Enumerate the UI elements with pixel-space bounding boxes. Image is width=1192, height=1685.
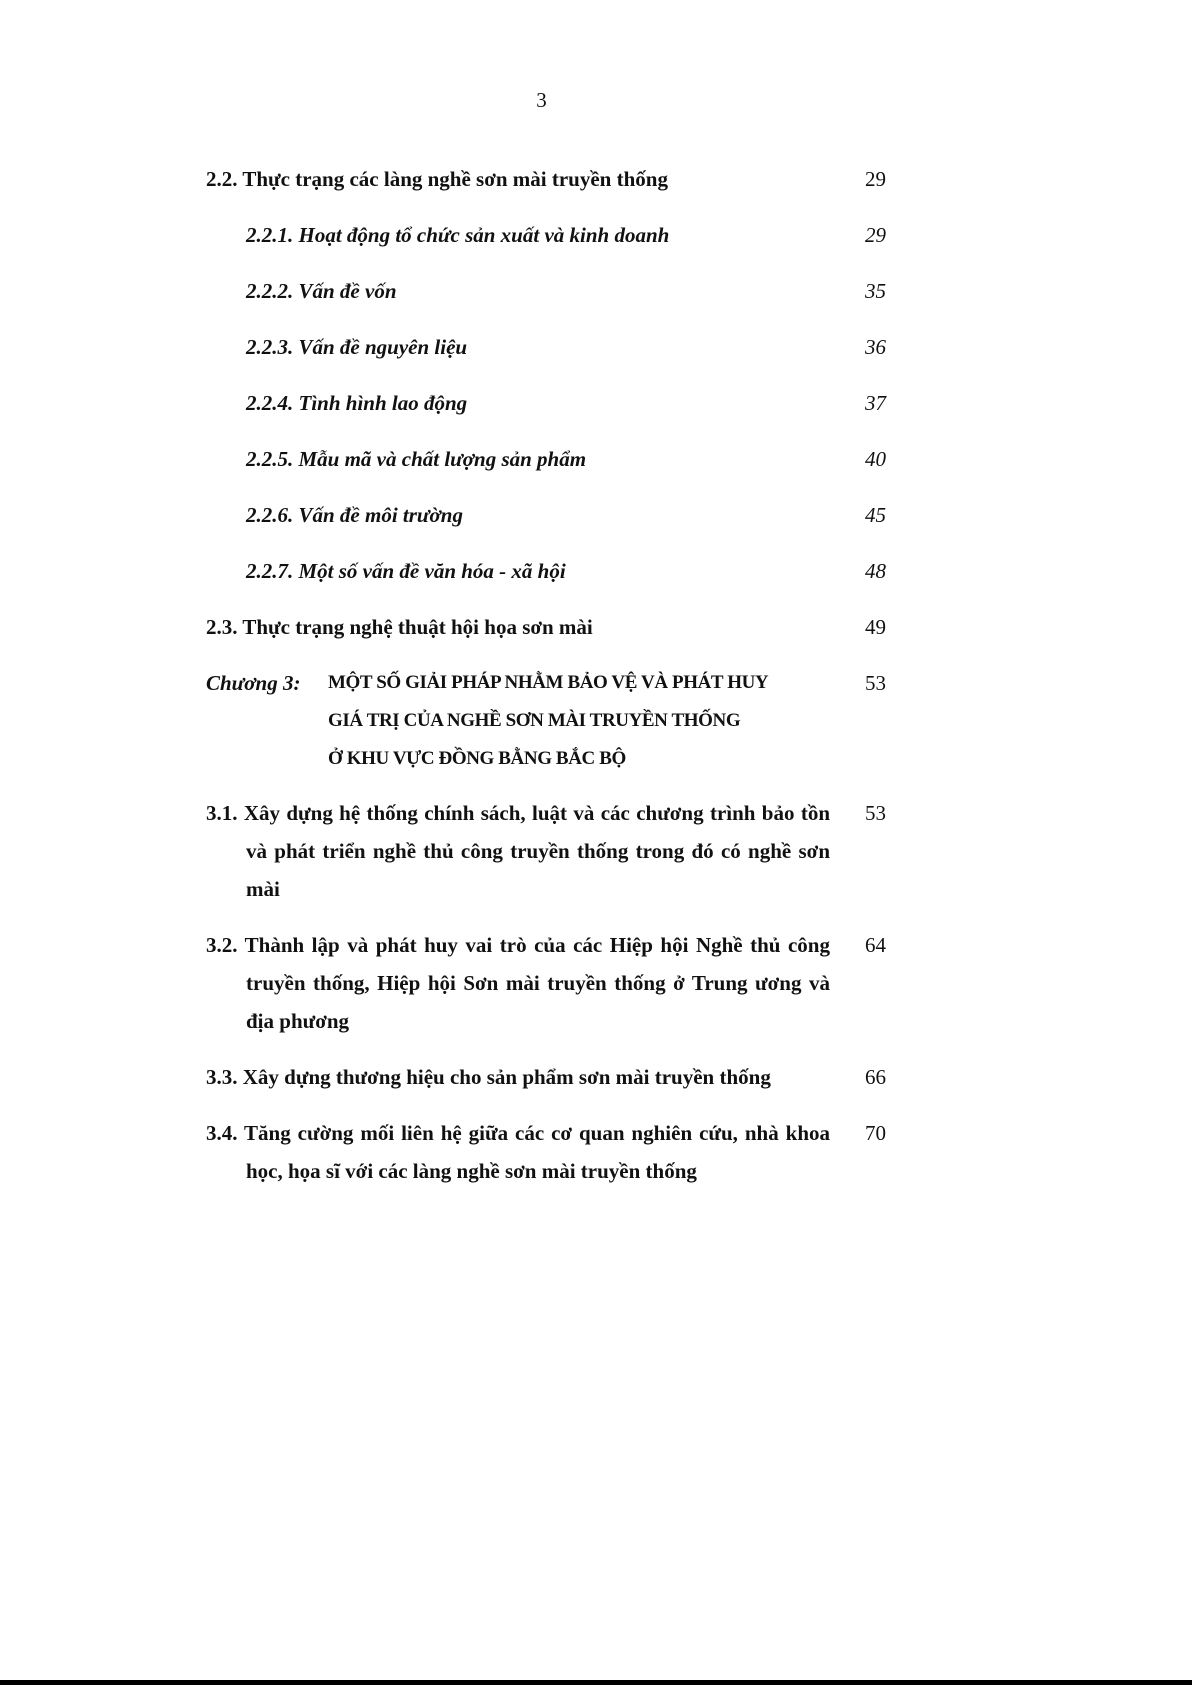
toc-entry-title: 2.2.4. Tình hình lao động <box>246 391 468 415</box>
toc-entry-2-2[interactable] <box>206 160 886 198</box>
toc-entry-page: 64 <box>865 933 886 957</box>
bottom-border <box>0 1680 1192 1685</box>
toc-entry-page: 29 <box>865 167 886 191</box>
toc-entry-2-2-2[interactable] <box>206 272 886 310</box>
toc-entry-page: 53 <box>865 801 886 825</box>
toc-entry-title: 2.2.2. Vấn đề vốn <box>246 279 397 303</box>
table-of-contents <box>206 160 886 1208</box>
toc-entry-2-2-3[interactable] <box>206 328 886 366</box>
toc-entry-2-2-1[interactable] <box>206 216 886 254</box>
toc-entry-3-1[interactable] <box>206 794 886 908</box>
toc-entry-title: 3.2. Thành lập và phát huy vai trò của các Hiệp hội Nghề thủ công truyền thống, Hiệp hội Sơn mài truyền thống ở Trung ương và địa phương <box>206 933 830 1033</box>
toc-entry-page: 70 <box>865 1121 886 1145</box>
toc-entry-page: 53 <box>865 671 886 695</box>
toc-entry-page: 40 <box>865 447 886 471</box>
toc-entry-title: 2.2.6. Vấn đề môi trường <box>246 503 463 527</box>
toc-entry-2-3[interactable] <box>206 608 886 646</box>
chapter-title-line: Ở KHU VỰC ĐỒNG BẰNG BẮC BỘ <box>328 748 626 769</box>
toc-entry-title: 2.2.1. Hoạt động tổ chức sản xuất và kinh doanh <box>246 223 670 247</box>
toc-entry-title: 2.2. Thực trạng các làng nghề sơn mài truyền thống <box>206 167 668 191</box>
toc-entry-2-2-4[interactable] <box>206 384 886 422</box>
toc-entry-3-2[interactable] <box>206 926 886 1040</box>
toc-entry-page: 35 <box>865 279 886 303</box>
toc-entry-page: 45 <box>865 503 886 527</box>
toc-entry-title: 3.1. Xây dựng hệ thống chính sách, luật và các chương trình bảo tồn và phát triển nghề thủ công truyền thống trong đó có nghề sơn mài <box>206 801 830 901</box>
toc-entry-page: 36 <box>865 335 886 359</box>
toc-entry-2-2-6[interactable] <box>206 496 886 534</box>
toc-chapter-3[interactable] <box>206 664 886 778</box>
toc-entry-title: 2.2.7. Một số vấn đề văn hóa - xã hội <box>246 559 566 583</box>
toc-entry-2-2-5[interactable] <box>206 440 886 478</box>
toc-entry-title: 3.4. Tăng cường mối liên hệ giữa các cơ quan nghiên cứu, nhà khoa học, họa sĩ với các làng nghề sơn mài truyền thống <box>206 1121 830 1183</box>
chapter-label: Chương 3: <box>206 671 301 695</box>
toc-entry-title: 2.2.5. Mẫu mã và chất lượng sản phẩm <box>246 447 587 471</box>
toc-entry-page: 49 <box>865 615 886 639</box>
chapter-title-line: GIÁ TRỊ CỦA NGHỀ SƠN MÀI TRUYỀN THỐNG <box>328 710 741 731</box>
toc-entry-page: 66 <box>865 1065 886 1089</box>
toc-entry-3-3[interactable] <box>206 1058 886 1096</box>
chapter-title <box>328 664 768 778</box>
toc-entry-2-2-7[interactable] <box>206 552 886 590</box>
toc-entry-title: 3.3. Xây dựng thương hiệu cho sản phẩm sơn mài truyền thống <box>206 1065 771 1089</box>
page-number: 3 <box>536 88 547 112</box>
toc-entry-page: 29 <box>865 223 886 247</box>
toc-entry-page: 48 <box>865 559 886 583</box>
chapter-title-line: MỘT SỐ GIẢI PHÁP NHẰM BẢO VỆ VÀ PHÁT HUY <box>328 672 769 693</box>
toc-entry-title: 2.2.3. Vấn đề nguyên liệu <box>246 335 468 359</box>
toc-entry-3-4[interactable] <box>206 1114 886 1190</box>
toc-entry-page: 37 <box>865 391 886 415</box>
toc-entry-title: 2.3. Thực trạng nghệ thuật hội họa sơn mài <box>206 615 593 639</box>
